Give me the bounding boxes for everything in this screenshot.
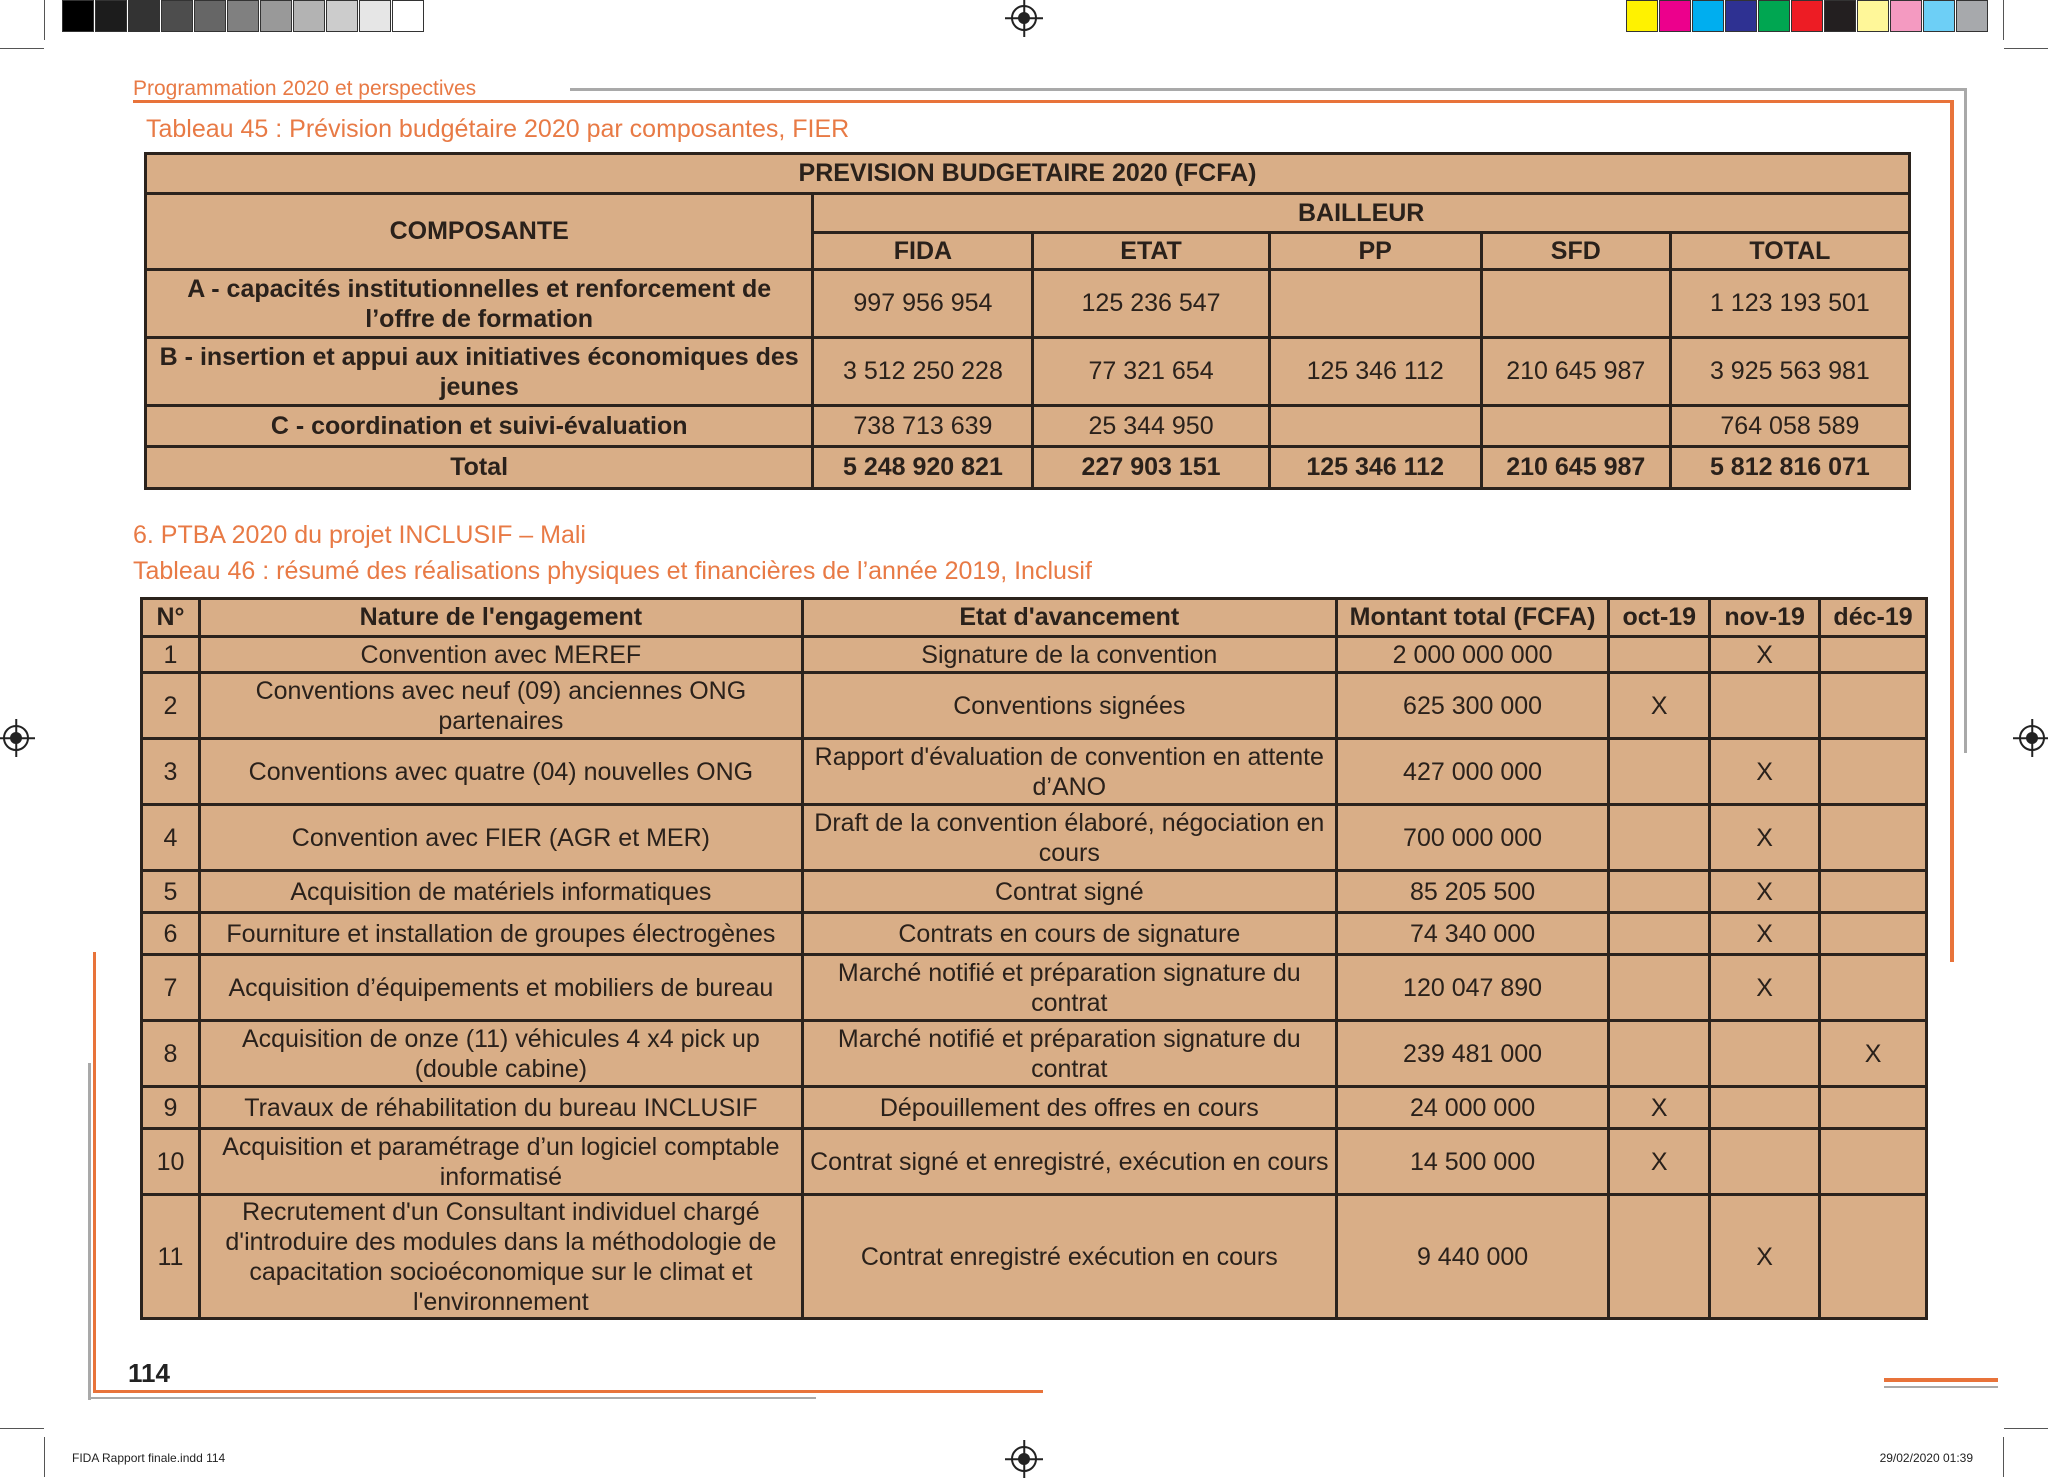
total-amount-cell: 210 645 987 <box>1481 447 1670 489</box>
row-number: 4 <box>142 805 200 871</box>
table46-caption: Tableau 46 : résumé des réalisations physiques et financières de l’année 2019, Inclusif <box>133 557 1092 585</box>
total-amount: 427 000 000 <box>1336 739 1609 805</box>
oct-mark <box>1609 805 1710 871</box>
footer-rule-orange <box>93 1390 1043 1393</box>
nov-mark <box>1710 1021 1820 1087</box>
table-row <box>146 338 1910 406</box>
column-header-pp: PP <box>1269 233 1481 270</box>
color-swatch <box>128 0 160 32</box>
color-swatch <box>260 0 292 32</box>
progress-status: Marché notifié et préparation signature du contrat <box>802 955 1336 1021</box>
nov-mark: X <box>1710 805 1820 871</box>
amount-cell: 3 925 563 981 <box>1670 338 1909 406</box>
amount-cell <box>1481 406 1670 447</box>
achievements-table <box>140 597 1928 1320</box>
total-amount: 239 481 000 <box>1336 1021 1609 1087</box>
amount-cell: 738 713 639 <box>813 406 1033 447</box>
engagement-nature: Acquisition de onze (11) véhicules 4 x4 pick up (double cabine) <box>199 1021 802 1087</box>
table-row <box>142 1087 1927 1129</box>
total-row <box>146 447 1910 489</box>
progress-status: Conventions signées <box>802 673 1336 739</box>
footer-rule-gray <box>88 1397 816 1399</box>
color-swatch <box>1824 0 1856 32</box>
table-row <box>146 270 1910 338</box>
header-rule-gray <box>570 88 1967 91</box>
progress-status: Dépouillement des offres en cours <box>802 1087 1336 1129</box>
column-header-nature: Nature de l'engagement <box>199 599 802 637</box>
column-header-total: TOTAL <box>1670 233 1909 270</box>
row-number: 11 <box>142 1195 200 1319</box>
oct-mark: X <box>1609 673 1710 739</box>
oct-mark <box>1609 1195 1710 1319</box>
column-header-oct: oct-19 <box>1609 599 1710 637</box>
total-amount-cell: 125 346 112 <box>1269 447 1481 489</box>
color-swatch <box>95 0 127 32</box>
engagement-nature: Convention avec FIER (AGR et MER) <box>199 805 802 871</box>
progress-status: Rapport d'évaluation de convention en attente d’ANO <box>802 739 1336 805</box>
engagement-nature: Convention avec MEREF <box>199 637 802 673</box>
composante-label: C - coordination et suivi-évaluation <box>146 406 813 447</box>
progress-status: Contrats en cours de signature <box>802 913 1336 955</box>
dec-mark <box>1820 805 1927 871</box>
registration-mark-icon <box>1011 1446 1037 1472</box>
oct-mark <box>1609 913 1710 955</box>
table-row <box>146 406 1910 447</box>
engagement-nature: Acquisition d’équipements et mobiliers de bureau <box>199 955 802 1021</box>
engagement-nature: Acquisition de matériels informatiques <box>199 871 802 913</box>
color-swatch <box>227 0 259 32</box>
nov-mark: X <box>1710 739 1820 805</box>
total-amount: 700 000 000 <box>1336 805 1609 871</box>
oct-mark <box>1609 871 1710 913</box>
footer-accent-orange <box>1884 1378 1998 1382</box>
color-swatch <box>1956 0 1988 32</box>
registration-mark-icon <box>2019 725 2045 751</box>
table45-caption: Tableau 45 : Prévision budgétaire 2020 par composantes, FIER <box>146 115 850 143</box>
total-amount: 2 000 000 000 <box>1336 637 1609 673</box>
column-header-nov: nov-19 <box>1710 599 1820 637</box>
progress-status: Contrat enregistré exécution en cours <box>802 1195 1336 1319</box>
color-swatch <box>62 0 94 32</box>
progress-status: Contrat signé <box>802 871 1336 913</box>
amount-cell: 3 512 250 228 <box>813 338 1033 406</box>
grayscale-color-bar <box>62 0 425 34</box>
color-swatch <box>1758 0 1790 32</box>
engagement-nature: Travaux de réhabilitation du bureau INCLUSIF <box>199 1087 802 1129</box>
oct-mark: X <box>1609 1129 1710 1195</box>
oct-mark <box>1609 1021 1710 1087</box>
table-row <box>142 871 1927 913</box>
dec-mark <box>1820 637 1927 673</box>
row-number: 5 <box>142 871 200 913</box>
running-title: Programmation 2020 et perspectives <box>133 77 477 100</box>
crop-mark <box>44 1437 45 1477</box>
budget-forecast-table <box>144 152 1911 490</box>
total-amount: 9 440 000 <box>1336 1195 1609 1319</box>
color-swatch <box>1857 0 1889 32</box>
amount-cell <box>1269 270 1481 338</box>
table-row <box>142 1129 1927 1195</box>
table45-main-header: PREVISION BUDGETAIRE 2020 (FCFA) <box>146 154 1910 194</box>
crop-mark <box>2004 1428 2048 1429</box>
dec-mark <box>1820 1129 1927 1195</box>
frame-rule-orange <box>93 952 96 1392</box>
engagement-nature: Recrutement d'un Consultant individuel chargé d'introduire des modules dans la méthodologie de capacitation socioéconomique sur le climat et l'environnement <box>199 1195 802 1319</box>
row-number: 2 <box>142 673 200 739</box>
frame-rule-gray <box>1964 88 1967 753</box>
color-swatch <box>326 0 358 32</box>
engagement-nature: Conventions avec neuf (09) anciennes ONG partenaires <box>199 673 802 739</box>
nov-mark: X <box>1710 913 1820 955</box>
composante-header: COMPOSANTE <box>146 194 813 270</box>
table-row <box>142 637 1927 673</box>
table-row <box>142 673 1927 739</box>
table-row <box>142 739 1927 805</box>
amount-cell: 125 236 547 <box>1033 270 1269 338</box>
total-amount: 74 340 000 <box>1336 913 1609 955</box>
dec-mark <box>1820 1195 1927 1319</box>
amount-cell: 1 123 193 501 <box>1670 270 1909 338</box>
amount-cell <box>1481 270 1670 338</box>
oct-mark: X <box>1609 1087 1710 1129</box>
row-number: 10 <box>142 1129 200 1195</box>
engagement-nature: Acquisition et paramétrage d’un logiciel comptable informatisé <box>199 1129 802 1195</box>
amount-cell: 764 058 589 <box>1670 406 1909 447</box>
color-swatch <box>359 0 391 32</box>
row-number: 3 <box>142 739 200 805</box>
oct-mark <box>1609 637 1710 673</box>
amount-cell: 125 346 112 <box>1269 338 1481 406</box>
crop-mark <box>2003 0 2004 40</box>
color-swatch <box>1659 0 1691 32</box>
total-amount: 625 300 000 <box>1336 673 1609 739</box>
column-header-sfd: SFD <box>1481 233 1670 270</box>
composante-label: B - insertion et appui aux initiatives économiques des jeunes <box>146 338 813 406</box>
frame-rule-gray <box>88 1063 91 1400</box>
amount-cell: 77 321 654 <box>1033 338 1269 406</box>
table-row <box>142 913 1927 955</box>
nov-mark: X <box>1710 871 1820 913</box>
footer-file-info: FIDA Rapport finale.indd 114 <box>72 1451 226 1465</box>
crop-mark <box>44 0 45 40</box>
color-swatch <box>1725 0 1757 32</box>
engagement-nature: Fourniture et installation de groupes électrogènes <box>199 913 802 955</box>
progress-status: Signature de la convention <box>802 637 1336 673</box>
registration-mark-icon <box>1011 5 1037 31</box>
dec-mark <box>1820 955 1927 1021</box>
process-color-bar <box>1626 0 1989 34</box>
column-header-amount: Montant total (FCFA) <box>1336 599 1609 637</box>
color-swatch <box>1890 0 1922 32</box>
dec-mark <box>1820 913 1927 955</box>
total-amount: 24 000 000 <box>1336 1087 1609 1129</box>
footer-timestamp: 29/02/2020 01:39 <box>1879 1451 1973 1465</box>
table-row <box>142 1195 1927 1319</box>
column-header-status: Etat d'avancement <box>802 599 1336 637</box>
color-swatch <box>1791 0 1823 32</box>
amount-cell: 25 344 950 <box>1033 406 1269 447</box>
column-header-fida: FIDA <box>813 233 1033 270</box>
footer-accent-gray <box>1884 1386 1998 1388</box>
row-number: 7 <box>142 955 200 1021</box>
row-number: 9 <box>142 1087 200 1129</box>
registration-mark-icon <box>3 725 29 751</box>
composante-label: A - capacités institutionnelles et renforcement de l’offre de formation <box>146 270 813 338</box>
section-title: 6. PTBA 2020 du projet INCLUSIF – Mali <box>133 521 586 549</box>
total-amount: 85 205 500 <box>1336 871 1609 913</box>
dec-mark <box>1820 1087 1927 1129</box>
total-amount: 14 500 000 <box>1336 1129 1609 1195</box>
dec-mark <box>1820 871 1927 913</box>
total-amount: 120 047 890 <box>1336 955 1609 1021</box>
color-swatch <box>392 0 424 32</box>
total-amount-cell: 5 812 816 071 <box>1670 447 1909 489</box>
total-amount-cell: 5 248 920 821 <box>813 447 1033 489</box>
progress-status: Contrat signé et enregistré, exécution en cours <box>802 1129 1336 1195</box>
column-header-etat: ETAT <box>1033 233 1269 270</box>
nov-mark <box>1710 673 1820 739</box>
engagement-nature: Conventions avec quatre (04) nouvelles ONG <box>199 739 802 805</box>
column-header-number: N° <box>142 599 200 637</box>
total-label: Total <box>146 447 813 489</box>
crop-mark <box>0 48 44 49</box>
dec-mark: X <box>1820 1021 1927 1087</box>
amount-cell: 997 956 954 <box>813 270 1033 338</box>
column-header-dec: déc-19 <box>1820 599 1927 637</box>
color-swatch <box>1626 0 1658 32</box>
oct-mark <box>1609 955 1710 1021</box>
crop-mark <box>0 1428 44 1429</box>
amount-cell: 210 645 987 <box>1481 338 1670 406</box>
color-swatch <box>161 0 193 32</box>
crop-mark <box>2004 48 2048 49</box>
dec-mark <box>1820 673 1927 739</box>
nov-mark: X <box>1710 1195 1820 1319</box>
oct-mark <box>1609 739 1710 805</box>
page-number: 114 <box>128 1358 170 1388</box>
progress-status: Draft de la convention élaboré, négociation en cours <box>802 805 1336 871</box>
amount-cell <box>1269 406 1481 447</box>
frame-rule-orange <box>1950 100 1954 962</box>
total-amount-cell: 227 903 151 <box>1033 447 1269 489</box>
row-number: 1 <box>142 637 200 673</box>
crop-mark <box>2003 1437 2004 1477</box>
nov-mark <box>1710 1087 1820 1129</box>
nov-mark <box>1710 1129 1820 1195</box>
table-row <box>142 805 1927 871</box>
row-number: 8 <box>142 1021 200 1087</box>
nov-mark: X <box>1710 637 1820 673</box>
bailleur-header: BAILLEUR <box>813 194 1910 233</box>
progress-status: Marché notifié et préparation signature du contrat <box>802 1021 1336 1087</box>
dec-mark <box>1820 739 1927 805</box>
nov-mark: X <box>1710 955 1820 1021</box>
table-row <box>142 1021 1927 1087</box>
table-row <box>142 955 1927 1021</box>
color-swatch <box>1923 0 1955 32</box>
color-swatch <box>293 0 325 32</box>
color-swatch <box>1692 0 1724 32</box>
color-swatch <box>194 0 226 32</box>
row-number: 6 <box>142 913 200 955</box>
